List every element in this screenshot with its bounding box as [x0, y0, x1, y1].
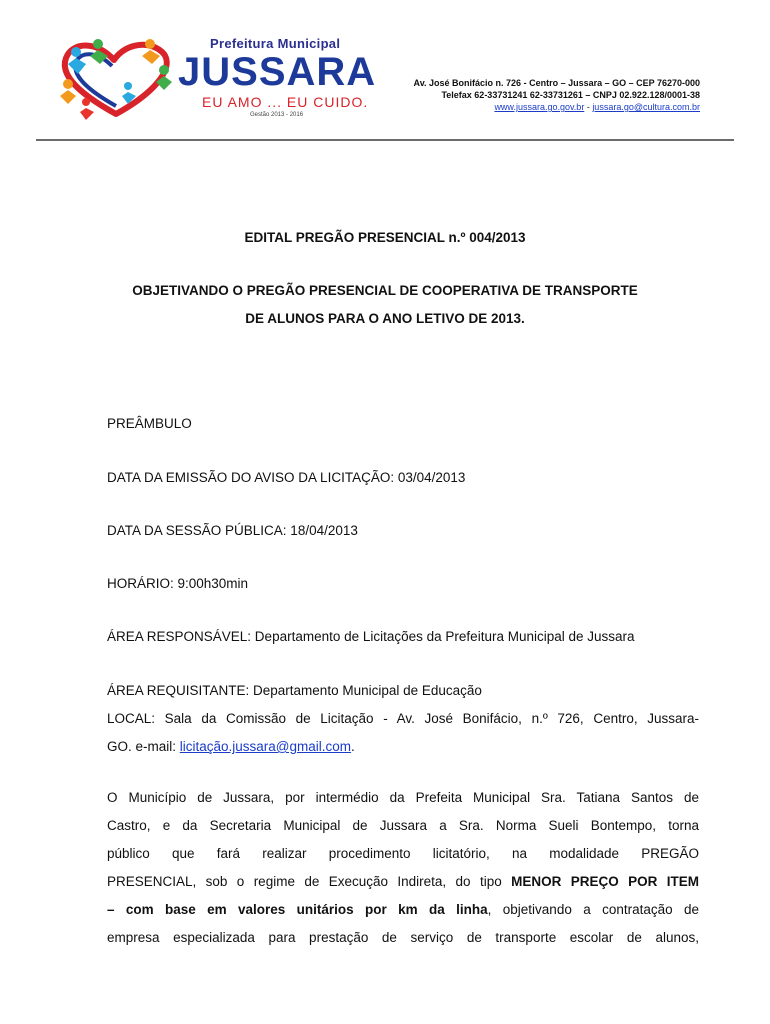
- schedule: HORÁRIO: 9:00h30min: [107, 576, 249, 591]
- logo-years: Gestão 2013 - 2016: [250, 112, 304, 118]
- municipal-logo: [56, 34, 386, 122]
- preamble-heading: PREÂMBULO: [107, 416, 192, 431]
- paragraph-line-4: [107, 868, 699, 896]
- link-separator: -: [584, 102, 593, 112]
- header-links: [414, 101, 700, 113]
- address-line: Av. José Bonifácio n. 726 - Centro – Jussara – GO – CEP 76270-000: [413, 78, 700, 88]
- paragraph-line-5-bold: – com base em valores unitários por km da linha: [107, 902, 488, 917]
- header-divider: [36, 139, 734, 141]
- paragraph-line-4-bold: MENOR PREÇO POR ITEM: [511, 874, 699, 889]
- document-subtitle-line-2: DE ALUNOS PARA O ANO LETIVO DE 2013.: [245, 311, 525, 326]
- paragraph-line-2: Castro, e da Secretaria Municipal de Jussara a Sra. Norma Sueli Bontempo, torna: [107, 818, 699, 833]
- location-line-2: [107, 733, 699, 761]
- email-link[interactable]: jussara.go@cultura.com.br: [592, 102, 700, 112]
- document-subtitle-line-1: OBJETIVANDO O PREGÃO PRESENCIAL DE COOPERATIVA DE TRANSPORTE: [132, 283, 638, 298]
- intro-paragraph: [107, 784, 699, 952]
- logo-prefeitura-text: Prefeitura Municipal: [210, 36, 341, 51]
- phone-line: Telefax 62-33731241 62-33731261 – CNPJ 02.922.128/0001-38: [441, 90, 700, 100]
- paragraph-line-6: empresa especializada para prestação de serviço de transporte escolar de alunos,: [107, 930, 699, 945]
- header-contact-block: [414, 77, 700, 113]
- session-date: DATA DA SESSÃO PÚBLICA: 18/04/2013: [107, 523, 358, 538]
- location-email-prefix: GO. e-mail:: [107, 739, 180, 754]
- website-link[interactable]: www.jussara.go.gov.br: [494, 102, 585, 112]
- paragraph-line-1: O Município de Jussara, por intermédio da Prefeita Municipal Sra. Tatiana Santos de: [107, 790, 699, 805]
- location-email-suffix: .: [351, 739, 355, 754]
- logo-city-name: JUSSARA: [178, 50, 377, 94]
- emission-date: DATA DA EMISSÃO DO AVISO DA LICITAÇÃO: 03/04/2013: [107, 470, 466, 485]
- logo-slogan: EU AMO ... EU CUIDO.: [202, 94, 369, 110]
- people-heart-logo-icon: [56, 34, 176, 122]
- paragraph-line-5: [107, 896, 699, 924]
- document-title: EDITAL PREGÃO PRESENCIAL n.º 004/2013: [244, 230, 526, 245]
- paragraph-line-4-text: PRESENCIAL, sob o regime de Execução Indireta, do tipo: [107, 874, 512, 889]
- location-email-link[interactable]: licitação.jussara@gmail.com: [179, 739, 352, 754]
- paragraph-line-5-text: , objetivando a contratação de: [487, 902, 699, 917]
- requesting-area: ÁREA REQUISITANTE: Departamento Municipal de Educação: [107, 683, 482, 698]
- location-line-1: LOCAL: Sala da Comissão de Licitação - Av. José Bonifácio, n.º 726, Centro, Jussara-: [107, 711, 699, 726]
- responsible-area: ÁREA RESPONSÁVEL: Departamento de Licitações da Prefeitura Municipal de Jussara: [107, 629, 635, 644]
- paragraph-line-3: público que fará realizar procedimento licitatório, na modalidade PREGÃO: [107, 846, 699, 861]
- requesting-location-block: [107, 677, 699, 761]
